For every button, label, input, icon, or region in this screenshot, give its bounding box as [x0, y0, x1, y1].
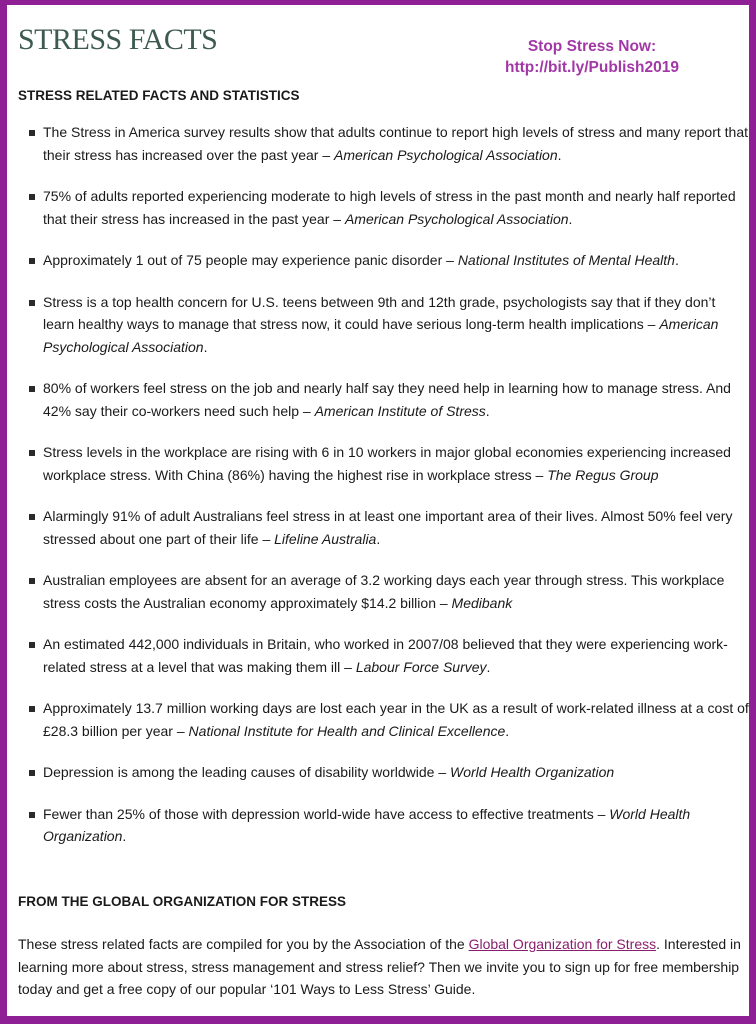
fact-source: American Institute of Stress [314, 402, 486, 419]
facts-section-heading: STRESS RELATED FACTS AND STATISTICS [18, 88, 300, 103]
organization-section-heading: FROM THE GLOBAL ORGANIZATION FOR STRESS [18, 894, 346, 909]
fact-item [7, 441, 751, 486]
facts-list [7, 121, 751, 848]
fact-item [7, 761, 751, 784]
fact-item [7, 697, 751, 742]
fact-source: Lifeline Australia [274, 530, 377, 547]
intro-text-after: . Interested in learning more about stress, stress management and stress relief? Then we invite you to sign up for free membership today and get a free copy of our popular ‘101 Ways to Less Stress’ Guide. [18, 936, 741, 997]
fact-item [7, 121, 751, 166]
promo-block [467, 36, 717, 78]
fact-text: 80% of workers feel stress on the job and nearly half say they need help in learning how to manage stress. And 42% say their co-workers need such help – [43, 380, 731, 419]
fact-text: Australian employees are absent for an average of 3.2 working days each year through stress. This workplace stress costs the Australian economy approximately $14.2 billion – [43, 572, 725, 611]
fact-source: Labour Force Survey [355, 658, 487, 675]
fact-text: Fewer than 25% of those with depression world-wide have access to effective treatments – [43, 805, 610, 822]
fact-source: World Health Organization [450, 764, 615, 780]
fact-item [7, 377, 751, 422]
fact-text: Alarmingly 91% of adult Australians feel stress in at least one important area of their lives. Almost 50% feel very stressed about one part of their life – [43, 508, 733, 547]
fact-text: Stress levels in the workplace are rising with 6 in 10 workers in major global economies experiencing increased workplace stress. With China (86%) having the highest rise in workplace stress – [43, 444, 731, 483]
fact-source: The Regus Group [547, 466, 659, 483]
fact-text: Stress is a top health concern for U.S. teens between 9th and 12th grade, psychologists say that if they don’t learn healthy ways to manage that stress now, it could have serious long-term health implications – [43, 293, 716, 332]
fact-item [7, 291, 751, 359]
fact-end: . [122, 828, 127, 844]
fact-end: . [505, 722, 510, 739]
intro-text-before: These stress related facts are compiled for you by the Association of the [18, 936, 469, 952]
fact-source: National Institute for Health and Clinical Excellence [188, 722, 506, 739]
fact-text: Approximately 1 out of 75 people may experience panic disorder – [43, 252, 458, 268]
fact-source: American Psychological Association [334, 146, 558, 163]
fact-item [7, 185, 751, 230]
fact-end: . [568, 210, 573, 227]
fact-item [7, 249, 751, 272]
organization-intro [18, 933, 752, 1001]
fact-text: An estimated 442,000 individuals in Britain, who worked in 2007/08 believed that they were experiencing work-related stress at a level that was making them ill – [43, 636, 728, 675]
fact-text: Approximately 13.7 million working days are lost each year in the UK as a result of work-related illness at a cost of £28.3 billion per year – [43, 700, 749, 739]
fact-text: The Stress in America survey results show that adults continue to report high levels of stress and many report that their stress has increased over the past year – [43, 124, 749, 163]
fact-end: . [203, 338, 208, 355]
fact-item [7, 505, 751, 550]
fact-end: . [376, 530, 381, 547]
promo-link[interactable]: http://bit.ly/Publish2019 [505, 59, 679, 76]
fact-source: World Health Organization [43, 805, 691, 844]
fact-text: 75% of adults reported experiencing moderate to high levels of stress in the past month and nearly half reported that their stress has increased in the past year – [43, 188, 736, 227]
fact-source: Medibank [451, 594, 513, 611]
organization-link[interactable]: Global Organization for Stress [468, 936, 657, 952]
fact-item [7, 569, 751, 614]
fact-end: . [485, 402, 490, 419]
fact-end: . [486, 658, 491, 675]
fact-source: National Institutes of Mental Health [457, 252, 675, 268]
promo-heading: Stop Stress Now: [527, 38, 657, 55]
fact-end: . [557, 146, 562, 163]
page-title: STRESS FACTS [18, 23, 218, 56]
fact-item [7, 633, 751, 678]
fact-source: American Psychological Association [43, 316, 719, 355]
fact-end: . [674, 252, 679, 268]
fact-item [7, 803, 751, 848]
fact-text: Depression is among the leading causes of disability worldwide – [43, 764, 450, 780]
fact-source: American Psychological Association [344, 210, 569, 227]
